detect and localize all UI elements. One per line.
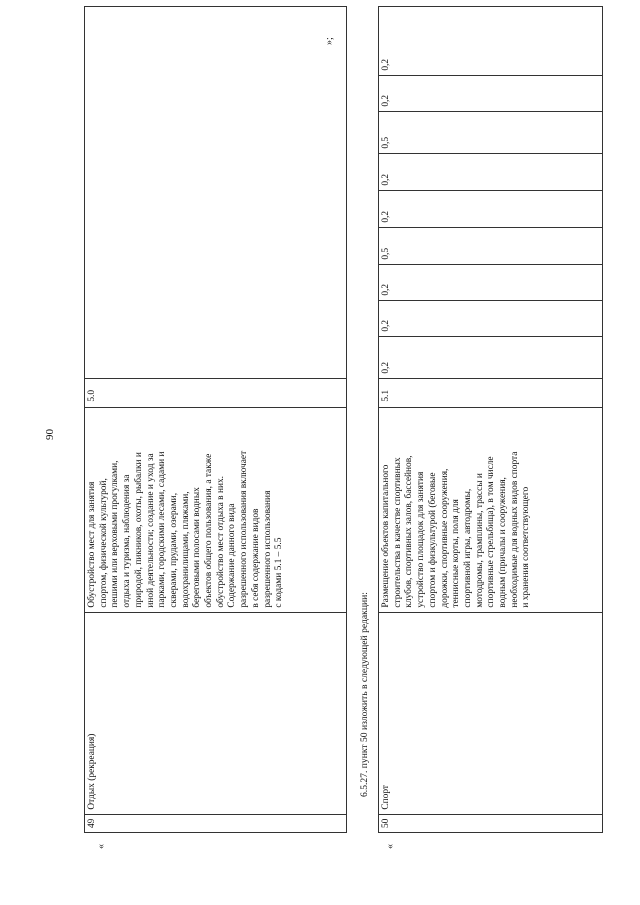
empty-values-cell [85, 6, 347, 378]
zone-description: Размещение объектов капитального строительства в качестве спортивных клубов, спортивных залов, бассейнов, устройство площадок для занятия спортом и физкультурой (беговые дорожки, спортивные сооружения, теннисные корты, поля для спортивной игры, автодромы, мотодромы, трамплины, трассы и спортивные стрельбища), в том числе водным (причалы и сооружения, необходимые для водных видов спорта и хранения соответствующего [379, 407, 603, 612]
opening-quote: « [96, 844, 107, 849]
row-number: 49 [85, 814, 347, 832]
value-cell: 0,2 [379, 264, 603, 300]
zone-name: Отдых (рекреация) [85, 612, 347, 814]
value-cell: 0,2 [379, 190, 603, 227]
zone-code: 5.1 [379, 378, 603, 407]
value-cell: 0,2 [379, 300, 603, 336]
row-number: 50 [379, 814, 603, 832]
table-row-50 [378, 6, 603, 833]
value-cell: 0,5 [379, 227, 603, 264]
table-row-49 [84, 6, 347, 833]
page-number: 90 [44, 429, 56, 440]
zone-description: Обустройство мест для занятия спортом, физической культурой, пешими или верховыми прогулками, отдыха и туризма, наблюдения за природой, пикников, охоты, рыбалки и иной деятельности; создание и уход за парками, городскими лесами, садами и скверами, прудами, озерами, водохранилищами, пляжами, береговыми полосами водных объектов общего пользования, а также обустройство мест отдыха в них. Содержание данного вида разрешенного использования включает в себя содержание видов разрешенного использования с кодами 5.1 – 5.5 [85, 407, 347, 612]
value-cell: 0,2 [379, 336, 603, 378]
value-cell: 0,2 [379, 153, 603, 190]
zone-code: 5.0 [85, 378, 347, 407]
amendment-note: 6.5.27. пункт 50 изложить в следующей редакции: [359, 592, 370, 797]
closing-quote: »; [324, 37, 335, 45]
value-cell: 0,2 [379, 75, 603, 111]
value-cell: 0,5 [379, 111, 603, 153]
opening-quote-2: « [385, 844, 396, 849]
value-cell: 0,2 [379, 6, 603, 75]
zone-name: Спорт [379, 612, 603, 814]
